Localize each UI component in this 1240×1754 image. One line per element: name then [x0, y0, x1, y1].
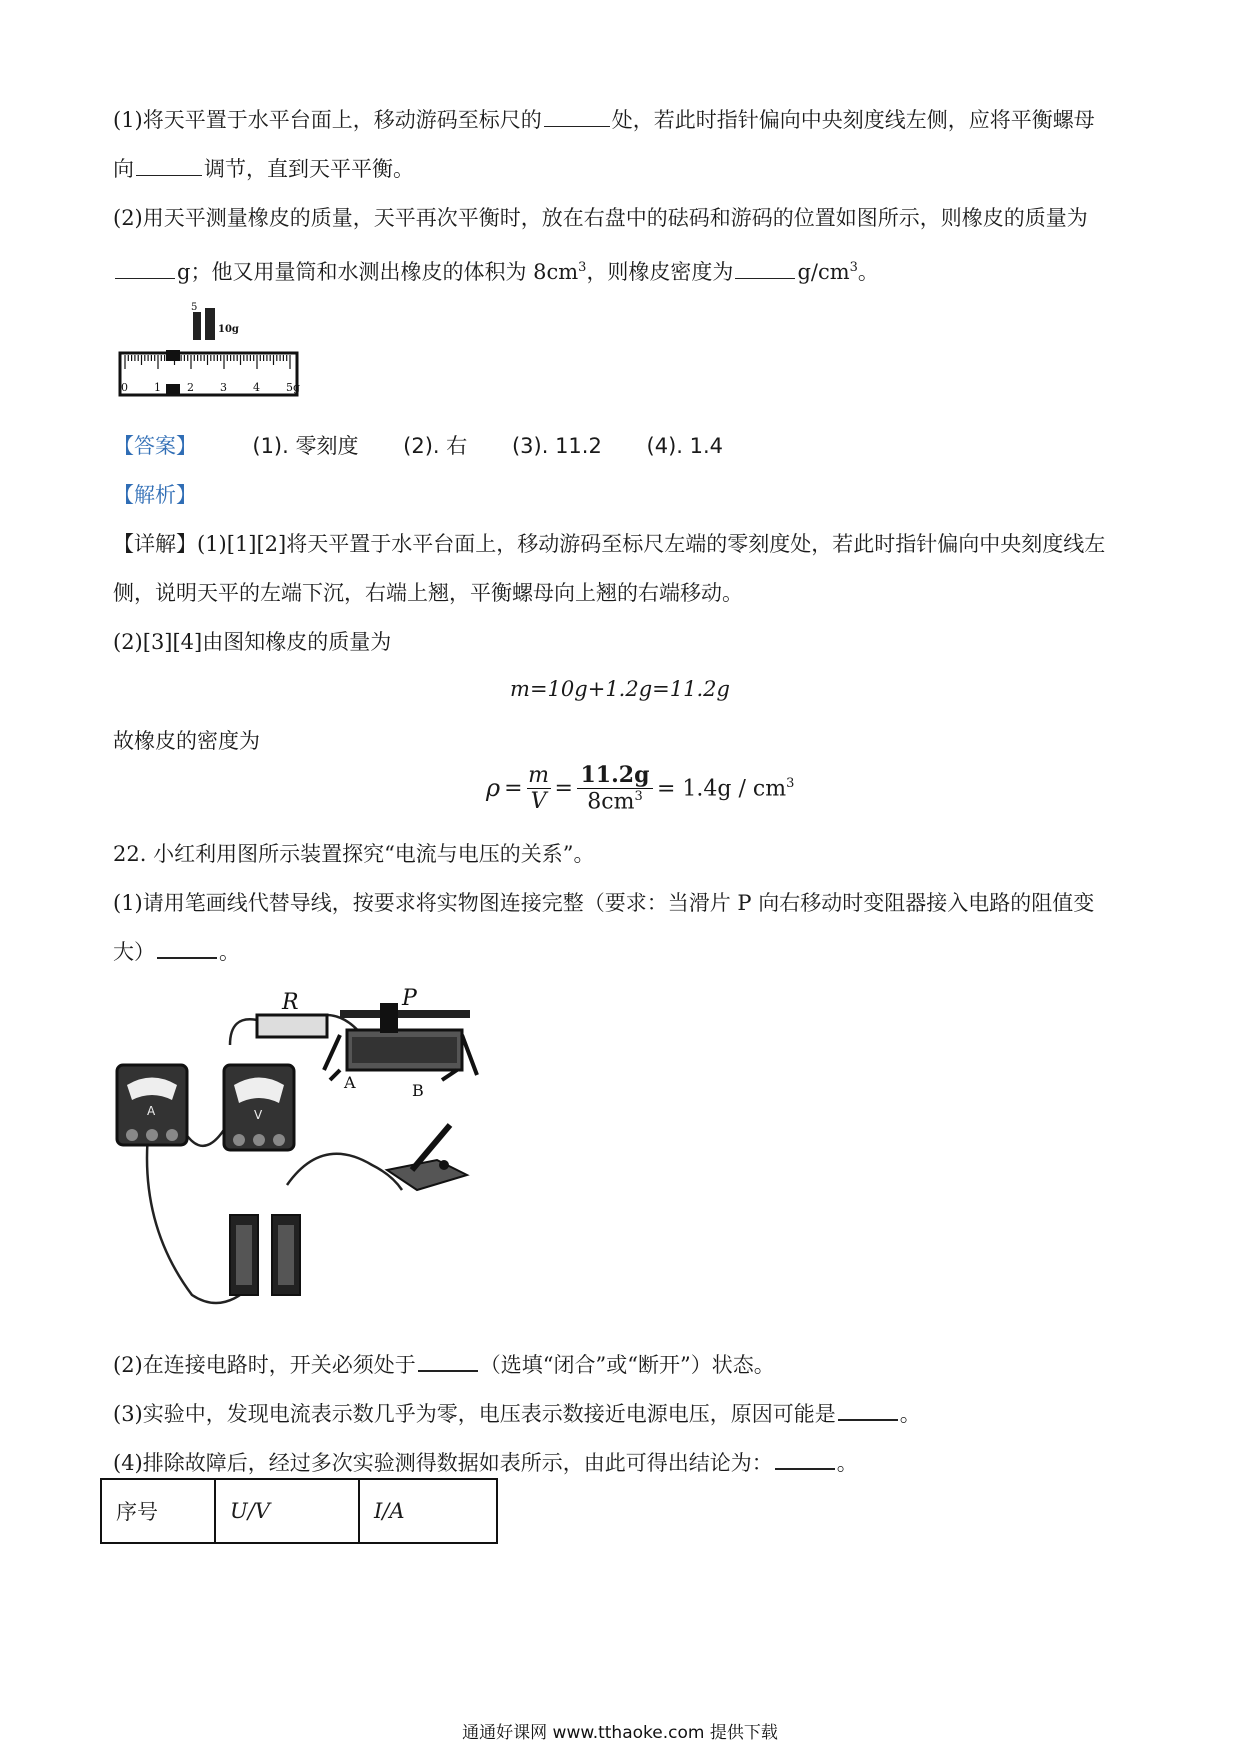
q22-part1-line2 [113, 937, 240, 967]
text: (3)实验中，发现电流表示数几乎为零，电压表示数接近电源电压，原因可能是 [113, 1402, 836, 1426]
weight-5g [193, 312, 201, 340]
q22-part3 [113, 1399, 921, 1429]
answer-blank[interactable] [136, 157, 202, 176]
rheostat-rod [340, 1010, 470, 1018]
q22-part2 [113, 1350, 775, 1380]
superscript: 3 [849, 260, 858, 275]
detail-line2: 侧，说明天平的左端下沉，右端上翘，平衡螺母向上翘的右端移动。 [113, 581, 743, 605]
q21-part1-line2 [113, 154, 414, 184]
label-r: R [282, 990, 299, 1015]
answer-item: (3). 11.2 [511, 434, 602, 458]
answer-line [113, 431, 761, 461]
scale-tick-label: 4 [253, 381, 260, 394]
data-table [100, 1478, 498, 1544]
text: (2)在连接电路时，开关必须处于 [113, 1353, 416, 1377]
text: 。 [857, 260, 879, 284]
balance-scale-figure [115, 300, 305, 400]
answer-blank[interactable] [115, 260, 175, 279]
density-intro: 故橡皮的密度为 [113, 729, 260, 753]
text: 。 [836, 1451, 858, 1475]
text: 调节，直到天平平衡。 [204, 157, 414, 181]
q21-part2-line2 [113, 253, 879, 287]
numerator-m: m [528, 762, 549, 788]
q22-title: 22. 小红利用图所示装置探究“电流与电压的关系”。 [113, 842, 595, 866]
text: ，则橡皮密度为 [586, 260, 734, 284]
rider-top [166, 350, 180, 361]
header-index: 序号 [101, 1479, 215, 1543]
answer-blank[interactable] [418, 1352, 478, 1372]
fraction-values [577, 762, 653, 814]
wire [287, 1154, 402, 1190]
ammeter-label: A [147, 1104, 156, 1118]
footer: 通通好课网 www.tthaoke.com 提供下载 [462, 1723, 778, 1743]
scale-tick-labels [121, 381, 300, 394]
resistor-r [257, 1015, 327, 1037]
fraction-m-over-v [527, 763, 551, 814]
scale-tick-label: 1 [154, 381, 161, 394]
text: (1)将天平置于水平台面上，移动游码至标尺的 [113, 108, 542, 132]
scale-ticks [125, 355, 290, 369]
q21-part1-line1 [113, 105, 1095, 135]
analysis-label: 【解析】 [113, 483, 197, 507]
answer-blank[interactable] [838, 1401, 898, 1421]
answer-blank[interactable] [735, 260, 795, 279]
q22-part4 [113, 1448, 858, 1478]
answer-blank[interactable] [544, 108, 610, 127]
scale-tick-label: 0 [121, 381, 128, 394]
scale-tick-label: 3 [220, 381, 227, 394]
label-b: B [412, 1081, 424, 1100]
text: 大） [113, 940, 155, 964]
density-equation: ρ = m V = 11.2g $8cm^3$ = $1.4g / cm^3$ [486, 762, 795, 815]
weight-10g [205, 308, 215, 340]
result: = $1.4g / cm^3$ [656, 775, 795, 801]
text: (4)排除故障后，经过多次实验测得数据如表所示，由此可得出结论为： [113, 1451, 773, 1475]
header-voltage: U/V [215, 1479, 359, 1543]
answer-label: 【答案】 [113, 434, 197, 458]
mass-equation: m=10g+1.2g=11.2g [510, 677, 730, 701]
table-header-row [101, 1479, 497, 1543]
answer-blank[interactable] [157, 939, 217, 959]
text: （选填“闭合”或“断开”）状态。 [479, 1353, 775, 1377]
denominator-value: $8cm^3$ [587, 789, 643, 815]
circuit-figure [112, 985, 522, 1330]
q22-part1-line1: (1)请用笔画线代替导线，按要求将实物图连接完整（要求：当滑片 P 向右移动时变阻器接入电路的阻值变 [113, 891, 1095, 915]
answer-blank[interactable] [775, 1450, 835, 1470]
weight-label-10g: 10g [218, 324, 239, 335]
text: 处，若此时指针偏向中央刻度线左侧，应将平衡螺母 [611, 108, 1095, 132]
slider-p [380, 1003, 398, 1033]
header-current: I/A [359, 1479, 497, 1543]
answer-item: (4). 1.4 [646, 434, 724, 458]
q21-part2-line1: (2)用天平测量橡皮的质量，天平再次平衡时，放在右盘中的砝码和游码的位置如图所示，则橡皮的质量为 [113, 206, 1088, 230]
weight-label-5: 5 [191, 302, 198, 313]
rho: ρ [486, 774, 501, 803]
label-p: P [402, 986, 417, 1011]
rider-bottom [166, 384, 180, 395]
text: g；他又用量筒和水测出橡皮的体积为 8cm [177, 260, 579, 284]
detail-line3: (2)[3][4]由图知橡皮的质量为 [113, 630, 392, 654]
text: g/cm [797, 260, 850, 284]
text: 。 [899, 1402, 921, 1426]
numerator-value: 11.2g [580, 762, 650, 788]
detail-line1: 【详解】(1)[1][2]将天平置于水平台面上，移动游码至标尺左端的零刻度处，若此时指针偏向中央刻度线左 [113, 532, 1106, 556]
scale-tick-label: 5g [286, 381, 301, 394]
voltmeter-label: V [254, 1108, 263, 1122]
scale-tick-label: 2 [187, 381, 194, 394]
wire [230, 1019, 257, 1045]
rheostat-coil [352, 1037, 457, 1063]
text: 向 [113, 157, 134, 181]
denominator-v: V [530, 788, 547, 814]
superscript: 3 [578, 260, 587, 275]
label-a: A [344, 1073, 356, 1092]
answer-item: (2). 右 [403, 434, 468, 458]
text: 。 [219, 940, 240, 964]
answer-item: (1). 零刻度 [252, 434, 359, 458]
